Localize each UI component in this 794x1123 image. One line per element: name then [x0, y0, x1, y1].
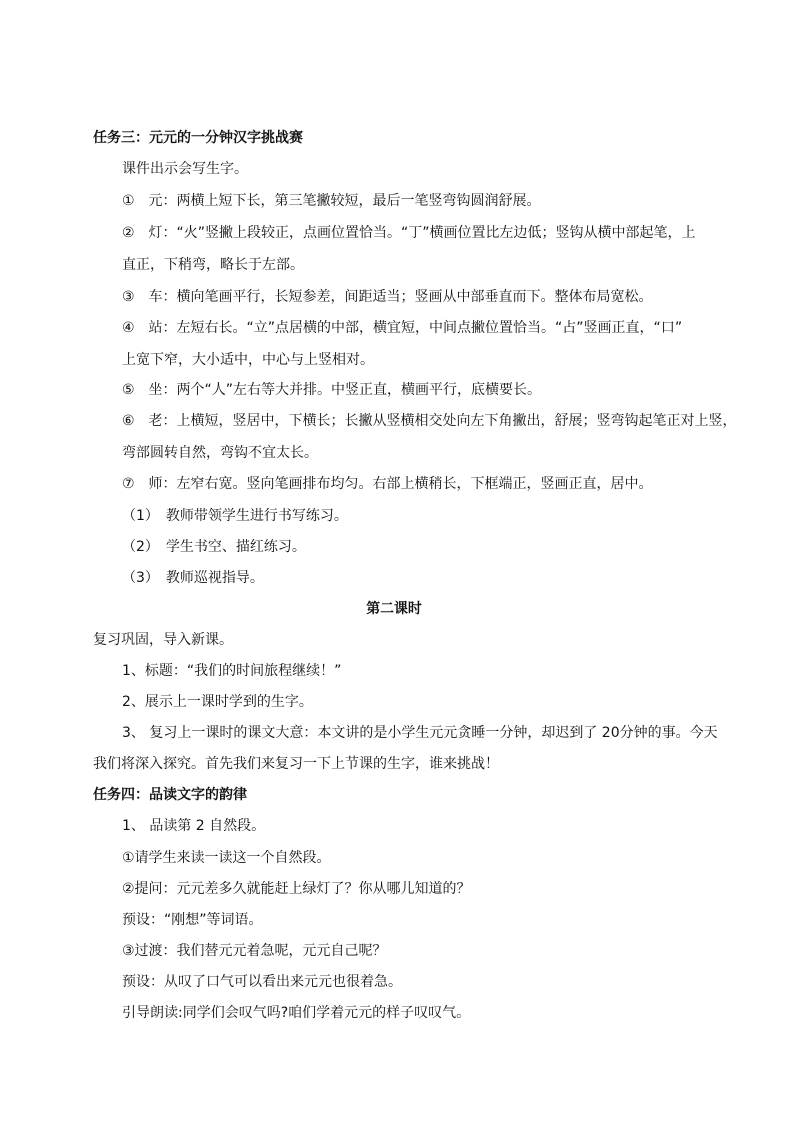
task3-item-4-line-1: ④ 站：左短右长。“立”点居横的中部，横宜短，中间点撇位置恰当。“占”竖画正直，“口”: [122, 320, 683, 336]
task4-line-6: 预设：从叹了口气可以看出来元元也很着急。: [122, 974, 402, 990]
task3-item-2-line-2: 直正，下稍弯，略长于左部。: [122, 257, 304, 273]
lesson2-intro: 复习巩固，导入新课。: [93, 632, 233, 648]
task3-item-2-line-1: ② 灯：“火”竖撇上段较正，点画位置恰当。“丁”横画位置比左边低；竖钩从横中部起笔，上: [122, 225, 696, 241]
task4-line-3: ②提问：元元差多久就能赶上绿灯了？你从哪儿知道的？: [122, 881, 471, 897]
task3-step-1: （1） 教师带领学生进行书写练习。: [122, 508, 348, 524]
task3-heading: 任务三：元元的一分钟汉字挑战赛: [93, 130, 303, 146]
task4-line-7: 引导朗读:同学们会叹气吗?咱们学着元元的样子叹叹气。: [122, 1005, 471, 1021]
task3-step-3: （3） 教师巡视指导。: [122, 570, 264, 586]
lesson2-item-2: 2、展示上一课时学到的生字。: [122, 694, 313, 710]
task4-line-2: ①请学生来读一读这一个自然段。: [122, 850, 331, 866]
task3-item-6-line-2: 弯部圆转自然，弯钩不宜太长。: [122, 445, 318, 461]
lesson2-item-3: 3、 复习上一课时的课文大意：本文讲的是小学生元元贪睡一分钟，却迟到了 20分钟的事。今天: [122, 725, 718, 741]
task4-line-1: 1、 品读第 2 自然段。: [122, 818, 266, 834]
task3-item-1-line-1: ① 元：两横上短下长，第三笔撇较短，最后一笔竖弯钩圆润舒展。: [122, 193, 541, 209]
lesson2-item-1: 1、标题：“我们的时间旅程继续！”: [122, 663, 342, 679]
task4-line-4: 预设：“刚想”等词语。: [122, 912, 263, 928]
task4-line-5: ③过渡：我们替元元着急呢，元元自己呢？: [122, 943, 387, 959]
task4-heading: 任务四：品读文字的韵律: [93, 787, 247, 803]
task3-item-4-line-2: 上宽下窄，大小适中，中心与上竖相对。: [122, 352, 374, 368]
task3-item-5-line-1: ⑤ 坐：两个“人”左右等大并排。中竖正直，横画平行，底横要长。: [122, 382, 542, 398]
task3-item-7-line-1: ⑦ 师：左窄右宽。竖向笔画排布均匀。右部上横稍长，下框端正，竖画正直，居中。: [122, 476, 653, 492]
task3-intro: 课件出示会写生字。: [122, 161, 248, 177]
task3-item-3-line-1: ③ 车：横向笔画平行，长短参差，间距适当；竖画从中部垂直而下。整体布局宽松。: [122, 289, 653, 305]
lesson2-title: 第二课时: [366, 601, 422, 617]
task3-item-6-line-1: ⑥ 老：上横短，竖居中，下横长；长撇从竖横相交处向左下角撇出，舒展；竖弯钩起笔正对上竖，: [122, 413, 737, 429]
task3-step-2: （2） 学生书空、描红练习。: [122, 539, 306, 555]
lesson2-item-3-cont: 我们将深入探究。首先我们来复习一下上节课的生字，谁来挑战！: [93, 756, 499, 772]
